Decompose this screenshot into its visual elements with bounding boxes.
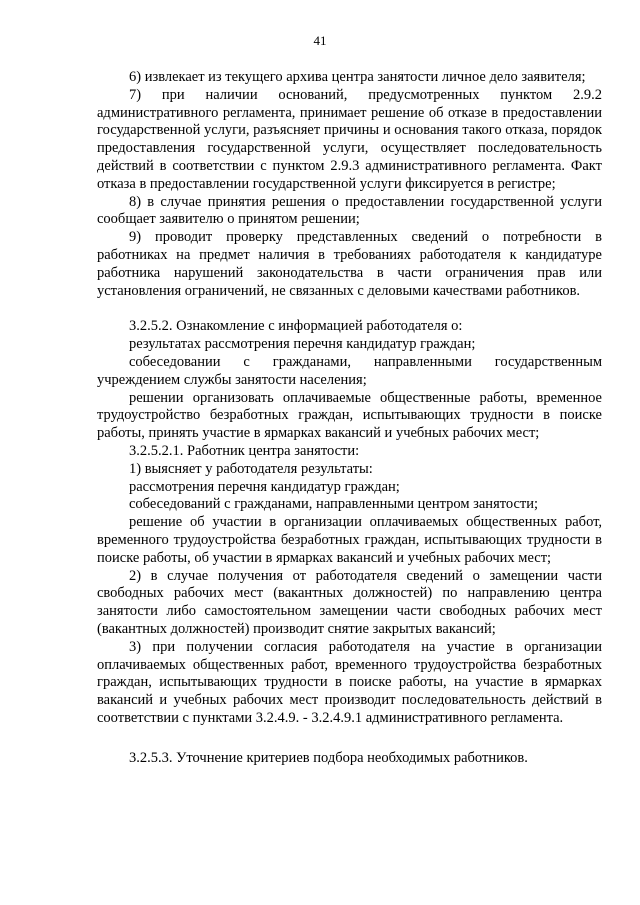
section-spacer (97, 300, 602, 318)
paragraph: результатах рассмотрения перечня кандидатур граждан; (129, 336, 476, 353)
paragraph: решении организовать оплачиваемые общественные работы, временное трудоустройство безработных граждан, испытывающих трудности в поиске работы, принять участие в ярмарках вакансий и учебных рабочих мест; (97, 389, 602, 442)
paragraph: рассмотрения перечня кандидатур граждан; (129, 478, 400, 495)
paragraph: собеседований с гражданами, направленными центром занятости; (129, 496, 539, 513)
paragraph: 2) в случае получения от работодателя сведений о замещении части свободных рабочих мест (вакантных должностей) по направлению центра занятости либо самостоятельном замещении части свободных рабочих мест (вакантных должностей) производит снятие закрытых вакансий; (97, 567, 602, 637)
paragraph: собеседовании с гражданами, направленными государственным учреждением службы занятости населения; (97, 353, 602, 388)
paragraph: 8) в случае принятия решения о предоставлении государственной услуги сообщает заявителю о принятом решении; (97, 193, 602, 228)
paragraph: 3) при получении согласия работодателя на участие в организации оплачиваемых общественных работ, временного трудоустройства безработных граждан, испытывающих трудности в поиске работы, на участие в ярмарках вакансий и учебных рабочих мест производит последовательность действий в соответствии с пунктами 3.2.4.9. - 3.2.4.9.1 административного регламента. (97, 638, 602, 726)
paragraph: 7) при наличии оснований, предусмотренных пунктом 2.9.2 административного регламента, принимает решение об отказе в предоставлении государственной услуги, разъясняет причины и основания такого отказа, порядок предоставления государственной услуги, осуществляет последовательность действий в соответствии с пунктом 2.9.3 административного регламента. Факт отказа в предоставлении государственной услуги фиксируется в регистре; (97, 86, 602, 192)
paragraph: 9) проводит проверку представленных сведений о потребности в работниках на предмет наличия в требованиях работодателя к кандидатуре работника нарушений законодательства в части ограничения прав или установления ограничений, не связанных с деловыми качествами работников. (97, 229, 602, 299)
paragraph: 1) выясняет у работодателя результаты: (129, 460, 373, 477)
subsection-heading: 3.2.5.2.1. Работник центра занятости: (129, 442, 360, 459)
page-number: 41 (313, 33, 327, 48)
paragraph: 6) извлекает из текущего архива центра занятости личное дело заявителя; (129, 69, 586, 85)
document-body (97, 69, 602, 767)
section-spacer (97, 728, 602, 750)
section-heading: 3.2.5.2. Ознакомление с информацией работодателя о: (129, 318, 463, 335)
section-heading: 3.2.5.3. Уточнение критериев подбора необходимых работников. (129, 749, 528, 766)
paragraph: решение об участии в организации оплачиваемых общественных работ, временного трудоустройства безработных граждан, испытывающих трудности в поиске работы, об участии в ярмарках вакансий и учебных рабочих мест; (97, 514, 602, 566)
